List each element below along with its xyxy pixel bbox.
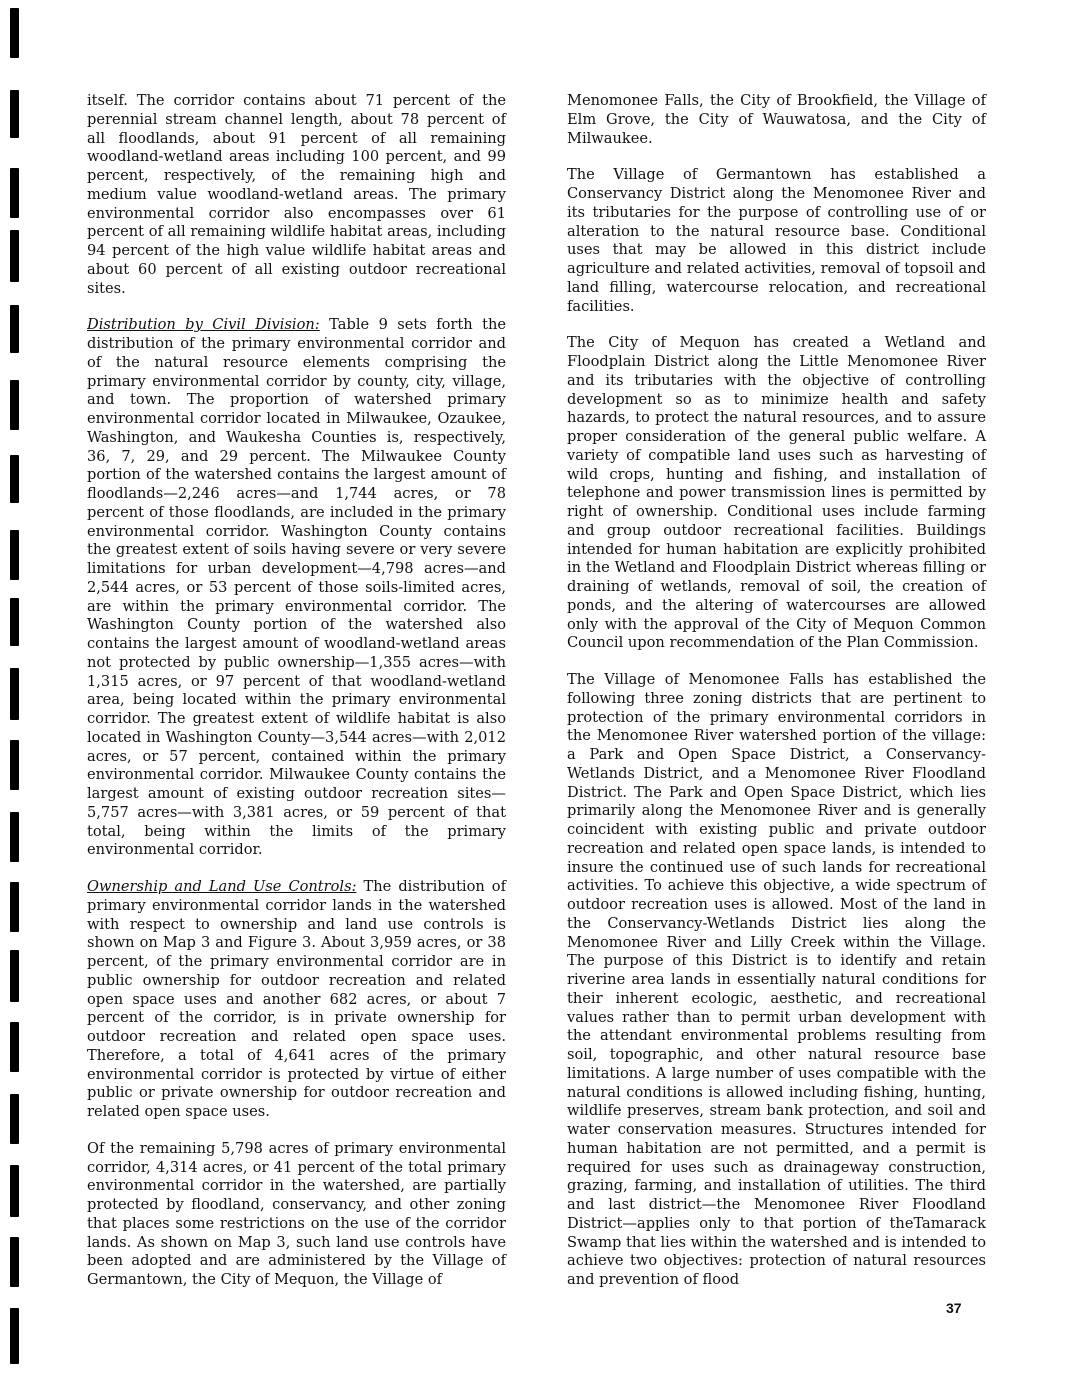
binding-mark [10, 668, 19, 720]
binding-mark [10, 530, 19, 580]
binding-mark [10, 305, 19, 353]
section-heading: Ownership and Land Use Controls: [87, 878, 357, 895]
paragraph: The Village of Germantown has established a Conservancy District along the Menomonee River and its tributaries for the purpose of controlling use of or alteration to the natural resource base. Conditional uses that may be allowed in this district include agriculture and related activities, removal of topsoil and land filling, watercourse relocation, and recreational facilities. [567, 166, 986, 315]
paragraph: The City of Mequon has created a Wetland and Floodplain District along the Little Menomonee River and its tributaries with the objective of controlling development so as to minimize health and safety hazards, to protect the natural resources, and to assure proper consideration of the general public welfare. A variety of compatible land uses such as harvesting of wild crops, hunting and fishing, and installation of telephone and power transmission lines is permitted by right of ownership. Conditional uses include farming and group outdoor recreational facilities. Buildings intended for human habitation are explicitly prohibited in the Wetland and Floodplain District whereas filling or draining of wetlands, removal of soil, the creation of ponds, and the altering of watercourses are allowed only with the approval of the City of Mequon Common Council upon recommendation of the Plan Commission. [567, 334, 986, 652]
paragraph: Of the remaining 5,798 acres of primary environmental corridor, 4,314 acres, or 41 percent of the total primary environmental corridor in the watershed, are partially protected by floodland, conservancy, and other zoning that places some restrictions on the use of the corridor lands. As shown on Map 3, such land use controls have been adopted and are administered by the Village of Germantown, the City of Mequon, the Village of [87, 1139, 506, 1288]
section-heading: Distribution by Civil Division: [87, 316, 320, 334]
page-number: 37 [946, 1300, 962, 1316]
paragraph: Menomonee Falls, the City of Brookfield, the Village of Elm Grove, the City of Wauwatosa, and the City of Milwaukee. [567, 92, 986, 147]
binding-mark [10, 598, 19, 646]
binding-mark [10, 1094, 19, 1144]
binding-mark [10, 380, 19, 430]
binding-mark [10, 1308, 19, 1364]
binding-mark [10, 1022, 19, 1072]
binding-mark [10, 740, 19, 790]
paragraph-body: Table 9 sets forth the distribution of the primary environmental corridor and of the natural resource elements comprising the primary environmental corridor by county, city, village, and town. The proportion of watershed primary environmental corridor located in Milwaukee, Ozaukee, Washington, and Waukesha Counties is, respectively, 36, 7, 29, and 29 percent. The Milwaukee County portion of the watershed contains the largest amount of floodlands—2,246 acres—and 1,744 acres, or 78 percent of those floodlands, are included in the primary environmental corridor. Washington County contains the greatest extent of soils having severe or very severe limitations for urban development—4,798 acres—and 2,544 acres, or 53 percent of those soils-limited acres, are within the primary environmental corridor. The Washington County portion of the watershed also contains the largest amount of woodland-wetland areas not protected by public ownership—1,355 acres—with 1,315 acres, or 97 percent of that woodland-wetland area, being located within the primary environmental corridor. The greatest extent of wildlife habitat is also located in Washington County—3,544 acres—with 2,012 acres, or 57 percent, contained within the primary environmental corridor. Milwaukee County contains the largest amount of existing outdoor recreation sites—5,757 acres—with 3,381 acres, or 59 percent of that total, being within the limits of the primary environmental corridor. [87, 316, 507, 859]
binding-mark [10, 1237, 19, 1287]
binding-mark [10, 455, 19, 503]
right-column [567, 92, 986, 1308]
binding-mark [10, 950, 19, 1002]
binding-mark [10, 1165, 19, 1217]
paragraph [87, 878, 506, 1122]
left-column [87, 92, 506, 1308]
paragraph: itself. The corridor contains about 71 percent of the perennial stream channel length, about 78 percent of all floodlands, about 91 percent of all remaining woodland-wetland areas including 100 percent, and 99 percent, respectively, of the remaining high and medium value woodland-wetland areas. The primary environmental corridor also encompasses over 61 percent of all remaining wildlife habitat areas, including 94 percent of the high value wildlife habitat areas and about 60 percent of all existing outdoor recreational sites. [87, 92, 506, 297]
paragraph: The Village of Menomonee Falls has established the following three zoning districts that are pertinent to protection of the primary environmental corridors in the Menomonee River watershed portion of the village: a Park and Open Space District, a Conservancy-Wetlands District, and a Menomonee River Floodland District. The Park and Open Space District, which lies primarily along the Menomonee River and is generally coincident with existing public and private outdoor recreation and related open space lands, is intended to insure the continued use of such lands for recreational activities. To achieve this objective, a wide spectrum of outdoor recreation uses is allowed. Most of the land in the Conservancy-Wetlands District lies along the Menomonee River and Lilly Creek within the Village. The purpose of this District is to identify and retain riverine area lands in essentially natural conditions for their inherent ecologic, aesthetic, and recreational values rather than to permit urban development with the attendant environmental problems resulting from soil, topographic, and other natural resource base limitations. A large number of uses compatible with the natural conditions is allowed including fishing, hunting, wildlife preserves, stream bank protection, and soil and water conservation measures. Structures intended for human habitation are not permitted, and a permit is required for uses such as drainageway construction, grazing, farming, and installation of utilities. The third and last district—the Menomonee River Floodland District—applies only to that portion of theTamarack Swamp that lies within the watershed and is intended to achieve two objectives: protection of natural resources and prevention of flood [567, 671, 986, 1288]
binding-mark [10, 230, 19, 282]
paragraph-body: The distribution of primary environmental corridor lands in the watershed with respect to ownership and land use controls is shown on Map 3 and Figure 3. About 3,959 acres, or 38 percent, of the primary environmental corridor are in public ownership for outdoor recreation and related open space uses and another 682 acres, or about 7 percent of the corridor, is in private ownership for outdoor recreation and related open space uses. Therefore, a total of 4,641 acres of the primary environmental corridor is protected by virtue of either public or private ownership for outdoor recreation and related open space uses. [87, 878, 506, 1120]
binding-mark [10, 812, 19, 862]
binding-mark [10, 882, 19, 932]
binding-marks [0, 0, 40, 1380]
binding-mark [10, 90, 19, 138]
binding-mark [10, 168, 19, 218]
paragraph [87, 316, 506, 860]
binding-mark [10, 8, 19, 58]
